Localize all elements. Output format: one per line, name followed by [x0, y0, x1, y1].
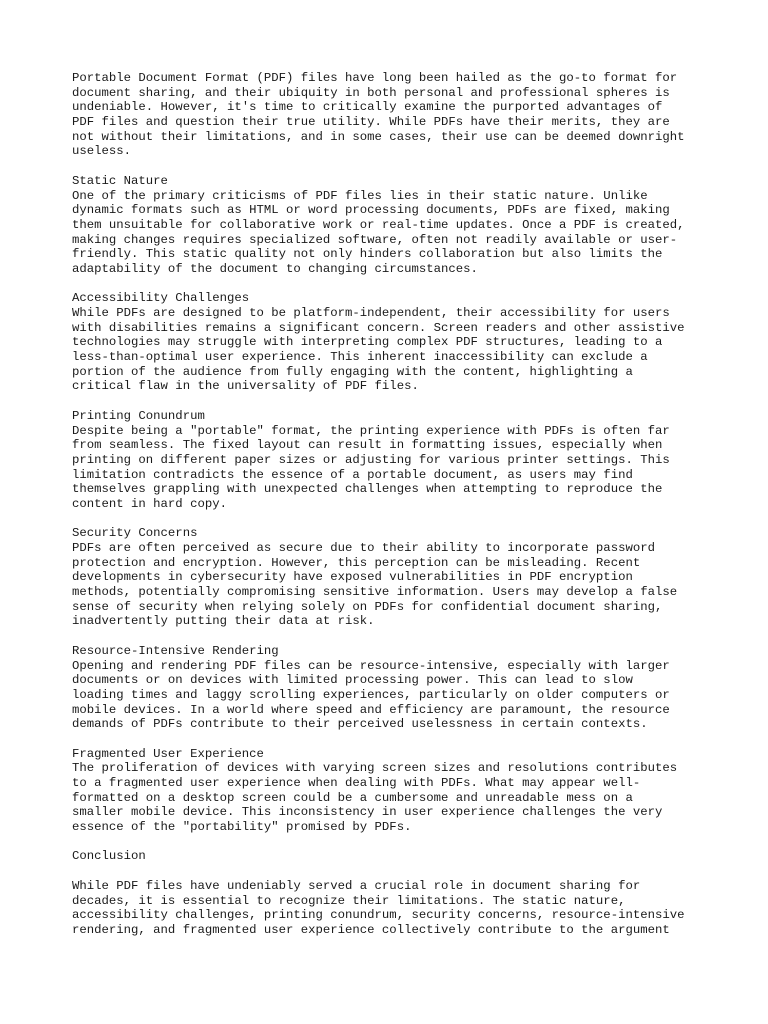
section-printing-conundrum: [72, 409, 712, 512]
text-line: developments in cybersecurity have exposed vulnerabilities in PDF encryption: [72, 570, 633, 585]
text-line: inadvertently putting their data at risk.: [72, 614, 375, 629]
text-line: protection and encryption. However, this perception can be misleading. Recent: [72, 555, 641, 570]
text-line: printing on different paper sizes or adjusting for various printer settings. This: [72, 452, 670, 467]
paragraph-gap: [72, 394, 712, 409]
text-line: friendly. This static quality not only hinders collaboration but also limits the: [72, 247, 663, 262]
paragraph-gap: [72, 835, 712, 850]
text-line: with disabilities remains a significant concern. Screen readers and other assistive: [72, 320, 685, 335]
text-line: The proliferation of devices with varying screen sizes and resolutions contributes: [72, 761, 678, 776]
section-heading: Fragmented User Experience: [72, 746, 264, 761]
text-line: from seamless. The fixed layout can result in formatting issues, especially when: [72, 438, 663, 453]
text-line: accessibility challenges, printing conundrum, security concerns, resource-intensive: [72, 908, 685, 923]
text-line: sense of security when relying solely on PDFs for confidential document sharing,: [72, 599, 663, 614]
text-line: PDF files and question their true utility. While PDFs have their merits, they are: [72, 115, 670, 130]
section-resource-intensive-rendering: [72, 644, 712, 732]
section-accessibility-challenges: [72, 291, 712, 394]
text-line: One of the primary criticisms of PDF files lies in their static nature. Unlike: [72, 188, 648, 203]
text-line: rendering, and fragmented user experience collectively contribute to the argument: [72, 922, 670, 937]
text-line: formatted on a desktop screen could be a cumbersome and unreadable mess on a: [72, 790, 633, 805]
text-line: decades, it is essential to recognize their limitations. The static nature,: [72, 893, 626, 908]
text-line: adaptability of the document to changing circumstances.: [72, 261, 478, 276]
text-line: to a fragmented user experience when dealing with PDFs. What may appear well-: [72, 776, 641, 790]
conclusion-paragraph: [72, 879, 712, 938]
section-security-concerns: [72, 526, 712, 629]
text-line: limitation contradicts the essence of a portable document, as users may find: [72, 467, 633, 482]
text-line: documents or on devices with limited processing power. This can lead to slow: [72, 673, 633, 688]
text-line: While PDFs are designed to be platform-independent, their accessibility for users: [72, 306, 670, 320]
document-page: [72, 71, 712, 938]
section-static-nature: [72, 174, 712, 277]
text-line: useless.: [72, 144, 132, 159]
paragraph-gap: [72, 732, 712, 747]
section-heading: Resource-Intensive Rendering: [72, 643, 279, 658]
text-line: document sharing, and their ubiquity in both personal and professional spheres is: [72, 85, 670, 100]
text-line: loading times and laggy scrolling experiences, particularly on older computers or: [72, 687, 670, 702]
paragraph-gap: [72, 277, 712, 292]
paragraph-gap: [72, 512, 712, 527]
section-heading: Static Nature: [72, 173, 168, 188]
section-heading: Accessibility Challenges: [72, 291, 250, 306]
text-line: portion of the audience from fully engaging with the content, highlighting a: [72, 364, 633, 379]
text-line: Portable Document Format (PDF) files have long been hailed as the go-to format for: [72, 71, 678, 85]
text-line: mobile devices. In a world where speed and efficiency are paramount, the resource: [72, 702, 670, 717]
text-line: Opening and rendering PDF files can be resource-intensive, especially with larger: [72, 658, 670, 673]
text-line: not without their limitations, and in some cases, their use can be deemed downright: [72, 129, 685, 144]
section-heading: Printing Conundrum: [72, 408, 205, 423]
section-conclusion-heading: [72, 849, 712, 864]
text-line: methods, potentially compromising sensitive information. Users may develop a false: [72, 585, 678, 600]
section-fragmented-user-experience: [72, 747, 712, 835]
paragraph-gap: [72, 629, 712, 644]
text-line: themselves grappling with unexpected challenges when attempting to reproduce the: [72, 482, 663, 497]
text-line: less-than-optimal user experience. This inherent inaccessibility can exclude a: [72, 350, 648, 365]
section-heading: Security Concerns: [72, 526, 198, 541]
text-line: undeniable. However, it's time to critically examine the purported advantages of: [72, 100, 663, 115]
text-line: them unsuitable for collaborative work or real-time updates. Once a PDF is created,: [72, 217, 685, 232]
text-line: critical flaw in the universality of PDF files.: [72, 379, 419, 394]
text-line: making changes requires specialized software, often not readily available or user-: [72, 232, 678, 247]
paragraph-gap: [72, 159, 712, 174]
text-line: dynamic formats such as HTML or word processing documents, PDFs are fixed, making: [72, 203, 670, 218]
text-line: Despite being a "portable" format, the printing experience with PDFs is often far: [72, 423, 670, 438]
text-line: technologies may struggle with interpreting complex PDF structures, leading to a: [72, 335, 663, 350]
section-heading: Conclusion: [72, 849, 146, 864]
text-line: content in hard copy.: [72, 496, 227, 511]
paragraph-gap: [72, 864, 712, 879]
text-line: demands of PDFs contribute to their perceived uselessness in certain contexts.: [72, 717, 648, 732]
intro-paragraph: [72, 71, 712, 159]
text-line: PDFs are often perceived as secure due to their ability to incorporate password: [72, 541, 655, 555]
text-line: While PDF files have undeniably served a crucial role in document sharing for: [72, 878, 641, 893]
text-line: smaller mobile device. This inconsistency in user experience challenges the very: [72, 805, 663, 820]
text-line: essence of the "portability" promised by PDFs.: [72, 820, 412, 835]
